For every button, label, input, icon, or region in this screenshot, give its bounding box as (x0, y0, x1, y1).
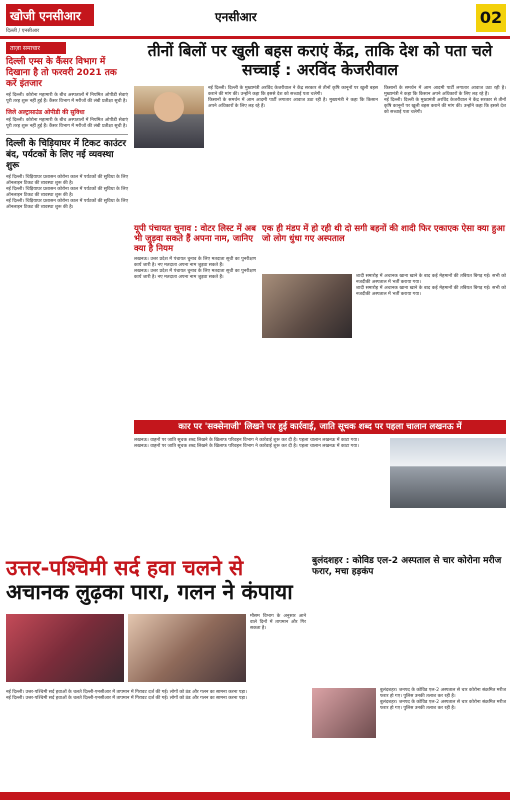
page-number: 02 (476, 4, 506, 32)
cold-wave-photo-1 (6, 614, 124, 682)
panchayat-headline[interactable]: यूपी पंचायत चुनाव : वोटर लिस्ट में अब भी जुड़वा सकते हैं अपना नाम, जानिए क्या है नियम (134, 224, 256, 254)
bulandshahr-story (312, 556, 506, 578)
cold-wave-photo-2 (128, 614, 246, 682)
lead-body-text: नई दिल्ली। दिल्ली के मुख्यमंत्री अरविंद केजरीवाल ने केंद्र सरकार से तीनों कृषि कानूनों पर खुली बहस कराने की मांग की। उन्होंने कहा कि इससे देश को सच्चाई पता चलेगी। (208, 86, 378, 97)
wedding-headline[interactable]: एक ही मंडप में हो रही थी दो सगी बहनों की शादी फिर एकाएक ऐसा क्या हुआ जो लोग धुंधा गए अस्पताल (262, 224, 505, 244)
aiims-story-headline[interactable]: दिल्ली एम्स के कैंसर विभाग में दिखाना है तो फरवरी 2021 तक करें इंतजार (6, 57, 117, 89)
cold-wave-story (6, 556, 306, 604)
wedding-body-wrap (356, 274, 506, 298)
left-column (6, 42, 128, 550)
bulandshahr-body-wrap (380, 688, 506, 712)
aiims-story-subhead: जिले अल्ट्रासाउंड ओपीडी की सुविधा (6, 109, 85, 116)
bulandshahr-body: बुलंदशहर। जनपद के कोविड एल-2 अस्पताल से चार कोरोना संक्रमित मरीज फरार हो गए। पुलिस उनकी तलाश कर रही है। (380, 688, 506, 699)
lead-body (208, 86, 378, 110)
lead-body-col2 (384, 86, 506, 116)
bulandshahr-headline[interactable]: बुलंदशहर : कोविड एल-2 अस्पताल से चार कोरोना मरीज फरार, मचा हड़कंप (312, 556, 502, 577)
footer-rule (0, 792, 510, 800)
panchayat-body-2: लखनऊ। उत्तर प्रदेश में पंचायत चुनाव के लिए मतदाता सूची का पुनरीक्षण कार्य जारी है। नए मतदाता अपना नाम जुड़वा सकते हैं। (134, 269, 256, 280)
zoo-story-body-3: नई दिल्ली। चिड़ियाघर प्रशासन कोरोना काल में पर्यटकों की सुविधा के लिए ऑनलाइन टिकट की व्यवस्था शुरू की है। (6, 199, 128, 210)
cold-wave-side-col (250, 614, 306, 632)
saxena-headline-strip[interactable]: कार पर 'सक्सेनाजी' लिखने पर हुई कार्रवाई, जाति सूचक शब्द पर पहला चालान लखनऊ में (134, 420, 506, 434)
lead-headline[interactable]: तीनों बिलों पर खुली बहस कराएं केंद्र, ताकि देश को पता चले सच्चाई : अरविंद केजरीवाल (147, 42, 493, 79)
cold-wave-body-wrap (6, 690, 306, 702)
aiims-story-body-2: नई दिल्ली। कोरोना महामारी के बीच अस्पतालों में नियमित ओपीडी सेवाएं पूरी तरह शुरू नहीं हुई हैं। कैंसर विभाग में मरीजों की लंबी प्रतीक्षा सूची है। (6, 118, 128, 129)
wedding-body: शादी समारोह में अचानक खाना खाने के बाद कई मेहमानों की तबियत बिगड़ गई। सभी को नजदीकी अस्पताल में भर्ती कराया गया। (356, 274, 506, 285)
bulandshahr-body-2: बुलंदशहर। जनपद के कोविड एल-2 अस्पताल से चार कोरोना संक्रमित मरीज फरार हो गए। पुलिस उनकी तलाश कर रही है। (380, 700, 506, 711)
zoo-story-body: नई दिल्ली। चिड़ियाघर प्रशासन कोरोना काल में पर्यटकों की सुविधा के लिए ऑनलाइन टिकट की व्यवस्था शुरू की है। (6, 175, 128, 186)
news-tag: ताज़ा समाचार (6, 42, 66, 54)
wedding-photo (262, 274, 352, 338)
lead-body-text-3: किसानों के समर्थन में आम आदमी पार्टी लगातार आवाज उठा रही है। मुख्यमंत्री ने कहा कि किसान अपने अधिकारों के लिए लड़ रहे हैं। (384, 86, 506, 97)
section-title: एनसीआर (215, 10, 257, 24)
bulandshahr-photo (312, 688, 376, 738)
cold-wave-body-2: नई दिल्ली। उत्तर-पश्चिमी सर्द हवाओं के चलते दिल्ली-एनसीआर में तापमान में गिरावट दर्ज की गई। लोगों को ठंड और गलन का सामना करना पड़ा। (6, 696, 247, 701)
lead-story (134, 42, 506, 115)
wedding-story (262, 224, 506, 247)
cold-wave-body: नई दिल्ली। उत्तर-पश्चिमी सर्द हवाओं के चलते दिल्ली-एनसीआर में तापमान में गिरावट दर्ज की गई। लोगों को ठंड और गलन का सामना करना पड़ा। (6, 690, 247, 695)
panchayat-body: लखनऊ। उत्तर प्रदेश में पंचायत चुनाव के लिए मतदाता सूची का पुनरीक्षण कार्य जारी है। नए मतदाता अपना नाम जुड़वा सकते हैं। (134, 257, 256, 268)
masthead-meta: दिल्ली / एनसीआर (6, 28, 40, 34)
saxena-body: लखनऊ। वाहनों पर जाति सूचक शब्द लिखने के खिलाफ परिवहन विभाग ने कार्रवाई शुरू कर दी है। पहला चालान लखनऊ में काटा गया। (134, 438, 359, 443)
lead-body-text-4: नई दिल्ली। दिल्ली के मुख्यमंत्री अरविंद केजरीवाल ने केंद्र सरकार से तीनों कृषि कानूनों पर खुली बहस कराने की मांग की। उन्होंने कहा कि इससे देश को सच्चाई पता चलेगी। (384, 98, 506, 115)
car-photo (390, 438, 506, 508)
kejriwal-photo (134, 86, 204, 148)
lead-body-text-2: किसानों के समर्थन में आम आदमी पार्टी लगातार आवाज उठा रही है। मुख्यमंत्री ने कहा कि किसान अपने अधिकारों के लिए लड़ रहे हैं। (208, 98, 378, 109)
zoo-story-headline[interactable]: दिल्ली के चिड़ियाघर में टिकट काउंटर बंद, पर्यटकों के लिए नई व्यवस्था शुरू (6, 139, 127, 171)
zoo-story-body-2: नई दिल्ली। चिड़ियाघर प्रशासन कोरोना काल में पर्यटकों की सुविधा के लिए ऑनलाइन टिकट की व्यवस्था शुरू की है। (6, 187, 128, 198)
cold-wave-headline-2[interactable]: अचानक लुढ़का पारा, गलन ने कंपाया (6, 580, 293, 604)
column-divider (6, 134, 128, 135)
masthead (0, 0, 510, 40)
aiims-story-body: नई दिल्ली। कोरोना महामारी के बीच अस्पतालों में नियमित ओपीडी सेवाएं पूरी तरह शुरू नहीं हुई हैं। कैंसर विभाग में मरीजों की लंबी प्रतीक्षा सूची है। (6, 93, 128, 104)
wedding-body-2: शादी समारोह में अचानक खाना खाने के बाद कई मेहमानों की तबियत बिगड़ गई। सभी को नजदीकी अस्पताल में भर्ती कराया गया। (356, 286, 506, 297)
cold-wave-headline-1[interactable]: उत्तर-पश्चिमी सर्द हवा चलने से (6, 556, 244, 580)
cold-wave-side-text: मौसम विभाग के अनुसार आने वाले दिनों में तापमान और गिर सकता है। (250, 614, 306, 631)
panchayat-story (134, 224, 256, 281)
saxena-body-2: लखनऊ। वाहनों पर जाति सूचक शब्द लिखने के खिलाफ परिवहन विभाग ने कार्रवाई शुरू कर दी है। पहला चालान लखनऊ में काटा गया। (134, 444, 359, 449)
header-rule (0, 36, 510, 39)
newspaper-logo: खोजी एनसीआर (6, 4, 94, 26)
